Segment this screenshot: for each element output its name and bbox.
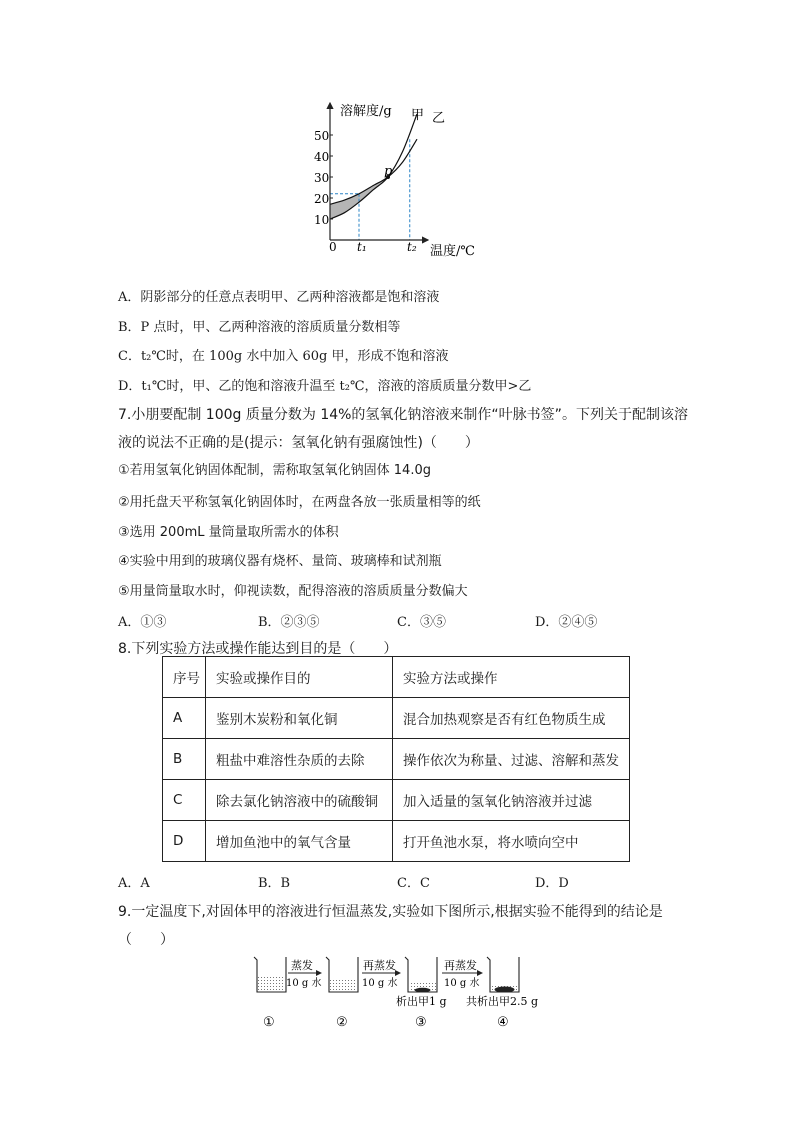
table-cell: C	[163, 780, 206, 821]
series-label-yi: 乙	[432, 111, 446, 126]
beaker-label-4: ④	[497, 1015, 509, 1030]
y-axis-label: 溶解度/g	[340, 104, 392, 119]
q7-stem-line2: 液的说法不正确的是(提示：氢氧化钠有强腐蚀性)（ ）	[118, 435, 479, 451]
x-axis-label: 温度/℃	[430, 244, 475, 259]
step-1-bottom: 10 g 水	[286, 978, 322, 989]
q7-item-5: ⑤用量筒量取水时，仰视读数，配得溶液的溶质质量分数偏大	[118, 584, 468, 599]
table-cell: 混合加热观察是否有红色物质生成	[393, 698, 630, 739]
q6-option-b: B．P 点时，甲、乙两种溶液的溶质质量分数相等	[118, 320, 401, 335]
table-cell: 操作依次为称量、过滤、溶解和蒸发	[393, 739, 630, 780]
beaker-1	[254, 957, 286, 992]
q7-item-1: ①若用氢氧化钠固体配制，需称取氢氧化钠固体 14.0g	[118, 463, 431, 478]
beaker-label-1: ①	[263, 1015, 275, 1030]
beaker-3	[405, 957, 437, 992]
q7-option-c: C．③⑤	[397, 615, 446, 630]
step-3-bottom: 10 g 水	[444, 978, 480, 989]
beaker-label-3: ③	[415, 1015, 427, 1030]
shaded-region	[330, 177, 388, 219]
table-cell: 加入适量的氢氧化钠溶液并过滤	[393, 780, 630, 821]
y-tick-label: 20	[314, 192, 330, 206]
q7-item-2: ②用托盘天平称氢氧化钠固体时，在两盘各放一张质量相等的纸	[118, 495, 481, 510]
arrow-evaporate-3	[442, 958, 482, 989]
y-tick-label: 50	[314, 129, 330, 143]
q6-option-c: C．t₂℃时，在 100g 水中加入 60g 甲，形成不饱和溶液	[118, 349, 449, 364]
x-tick-label: t₁	[357, 240, 367, 254]
intersection-point-label: p	[384, 164, 393, 179]
table-header-row	[163, 657, 630, 698]
q8-stem: 8.下列实验方法或操作能达到目的是（ ）	[118, 641, 398, 657]
q7-item-4: ④实验中用到的玻璃仪器有烧杯、量筒、玻璃棒和试剂瓶	[118, 554, 442, 569]
beaker-2	[326, 957, 358, 992]
q8-option-b: B．B	[258, 876, 291, 891]
step-2-top: 再蒸发	[363, 959, 396, 972]
table-cell: B	[163, 739, 206, 780]
table-cell: 增加鱼池中的氧气含量	[206, 821, 393, 862]
beaker-label-2: ②	[336, 1015, 348, 1030]
q8-option-a: A．A	[118, 876, 150, 891]
q9-stem-line2: （ ）	[118, 932, 174, 948]
table-cell: A	[163, 698, 206, 739]
table-cell: 粗盐中难溶性杂质的去除	[206, 739, 393, 780]
origin-label: 0	[329, 240, 337, 254]
table-row	[163, 698, 630, 739]
step-2-bottom: 10 g 水	[362, 978, 398, 989]
q9-stem-line1: 9.一定温度下,对固体甲的溶液进行恒温蒸发,实验如下图所示,根据实验不能得到的结论是	[118, 904, 663, 920]
step-1-top: 蒸发	[291, 959, 313, 972]
note-precipitate-1: 析出甲1 g	[396, 995, 447, 1008]
step-3-top: 再蒸发	[444, 959, 477, 972]
solubility-chart	[300, 95, 490, 265]
table-cell: 打开鱼池水泵，将水喷向空中	[393, 821, 630, 862]
q7-option-d: D．②④⑤	[535, 615, 598, 630]
x-tick-label: t₂	[407, 240, 417, 254]
table-header: 实验方法或操作	[393, 657, 630, 698]
q7-item-3: ③选用 200mL 量筒量取所需水的体积	[118, 525, 339, 540]
beaker-4	[487, 957, 519, 993]
table-header: 序号	[163, 657, 206, 698]
table-row	[163, 739, 630, 780]
table-row	[163, 780, 630, 821]
q7-stem-line1: 7.小朋要配制 100g 质量分数为 14%的氢氧化钠溶液来制作“叶脉书签”。下列关于配制该溶	[118, 407, 688, 423]
q8-table	[162, 656, 630, 862]
y-tick-label: 10	[314, 213, 330, 227]
note-precipitate-total: 共析出甲2.5 g	[466, 995, 539, 1008]
y-tick-label: 40	[314, 150, 330, 164]
q7-option-b: B．②③⑤	[258, 615, 320, 630]
table-row	[163, 821, 630, 862]
q6-option-a: A．阴影部分的任意点表明甲、乙两种溶液都是饱和溶液	[118, 290, 440, 305]
evaporation-diagram	[248, 952, 558, 1032]
q8-option-c: C．C	[397, 876, 430, 891]
table-cell: D	[163, 821, 206, 862]
arrow-evaporate-1	[286, 958, 321, 989]
y-tick-label: 30	[314, 171, 330, 185]
table-cell: 除去氯化钠溶液中的硫酸铜	[206, 780, 393, 821]
q6-option-d: D．t₁℃时，甲、乙的饱和溶液升温至 t₂℃，溶液的溶质质量分数甲>乙	[118, 379, 532, 394]
table-header: 实验或操作目的	[206, 657, 393, 698]
arrow-evaporate-2	[362, 958, 400, 989]
series-label-jia: 甲	[411, 108, 425, 123]
q8-option-d: D．D	[535, 876, 569, 891]
table-cell: 鉴别木炭粉和氧化铜	[206, 698, 393, 739]
q7-option-a: A．①③	[118, 615, 167, 630]
